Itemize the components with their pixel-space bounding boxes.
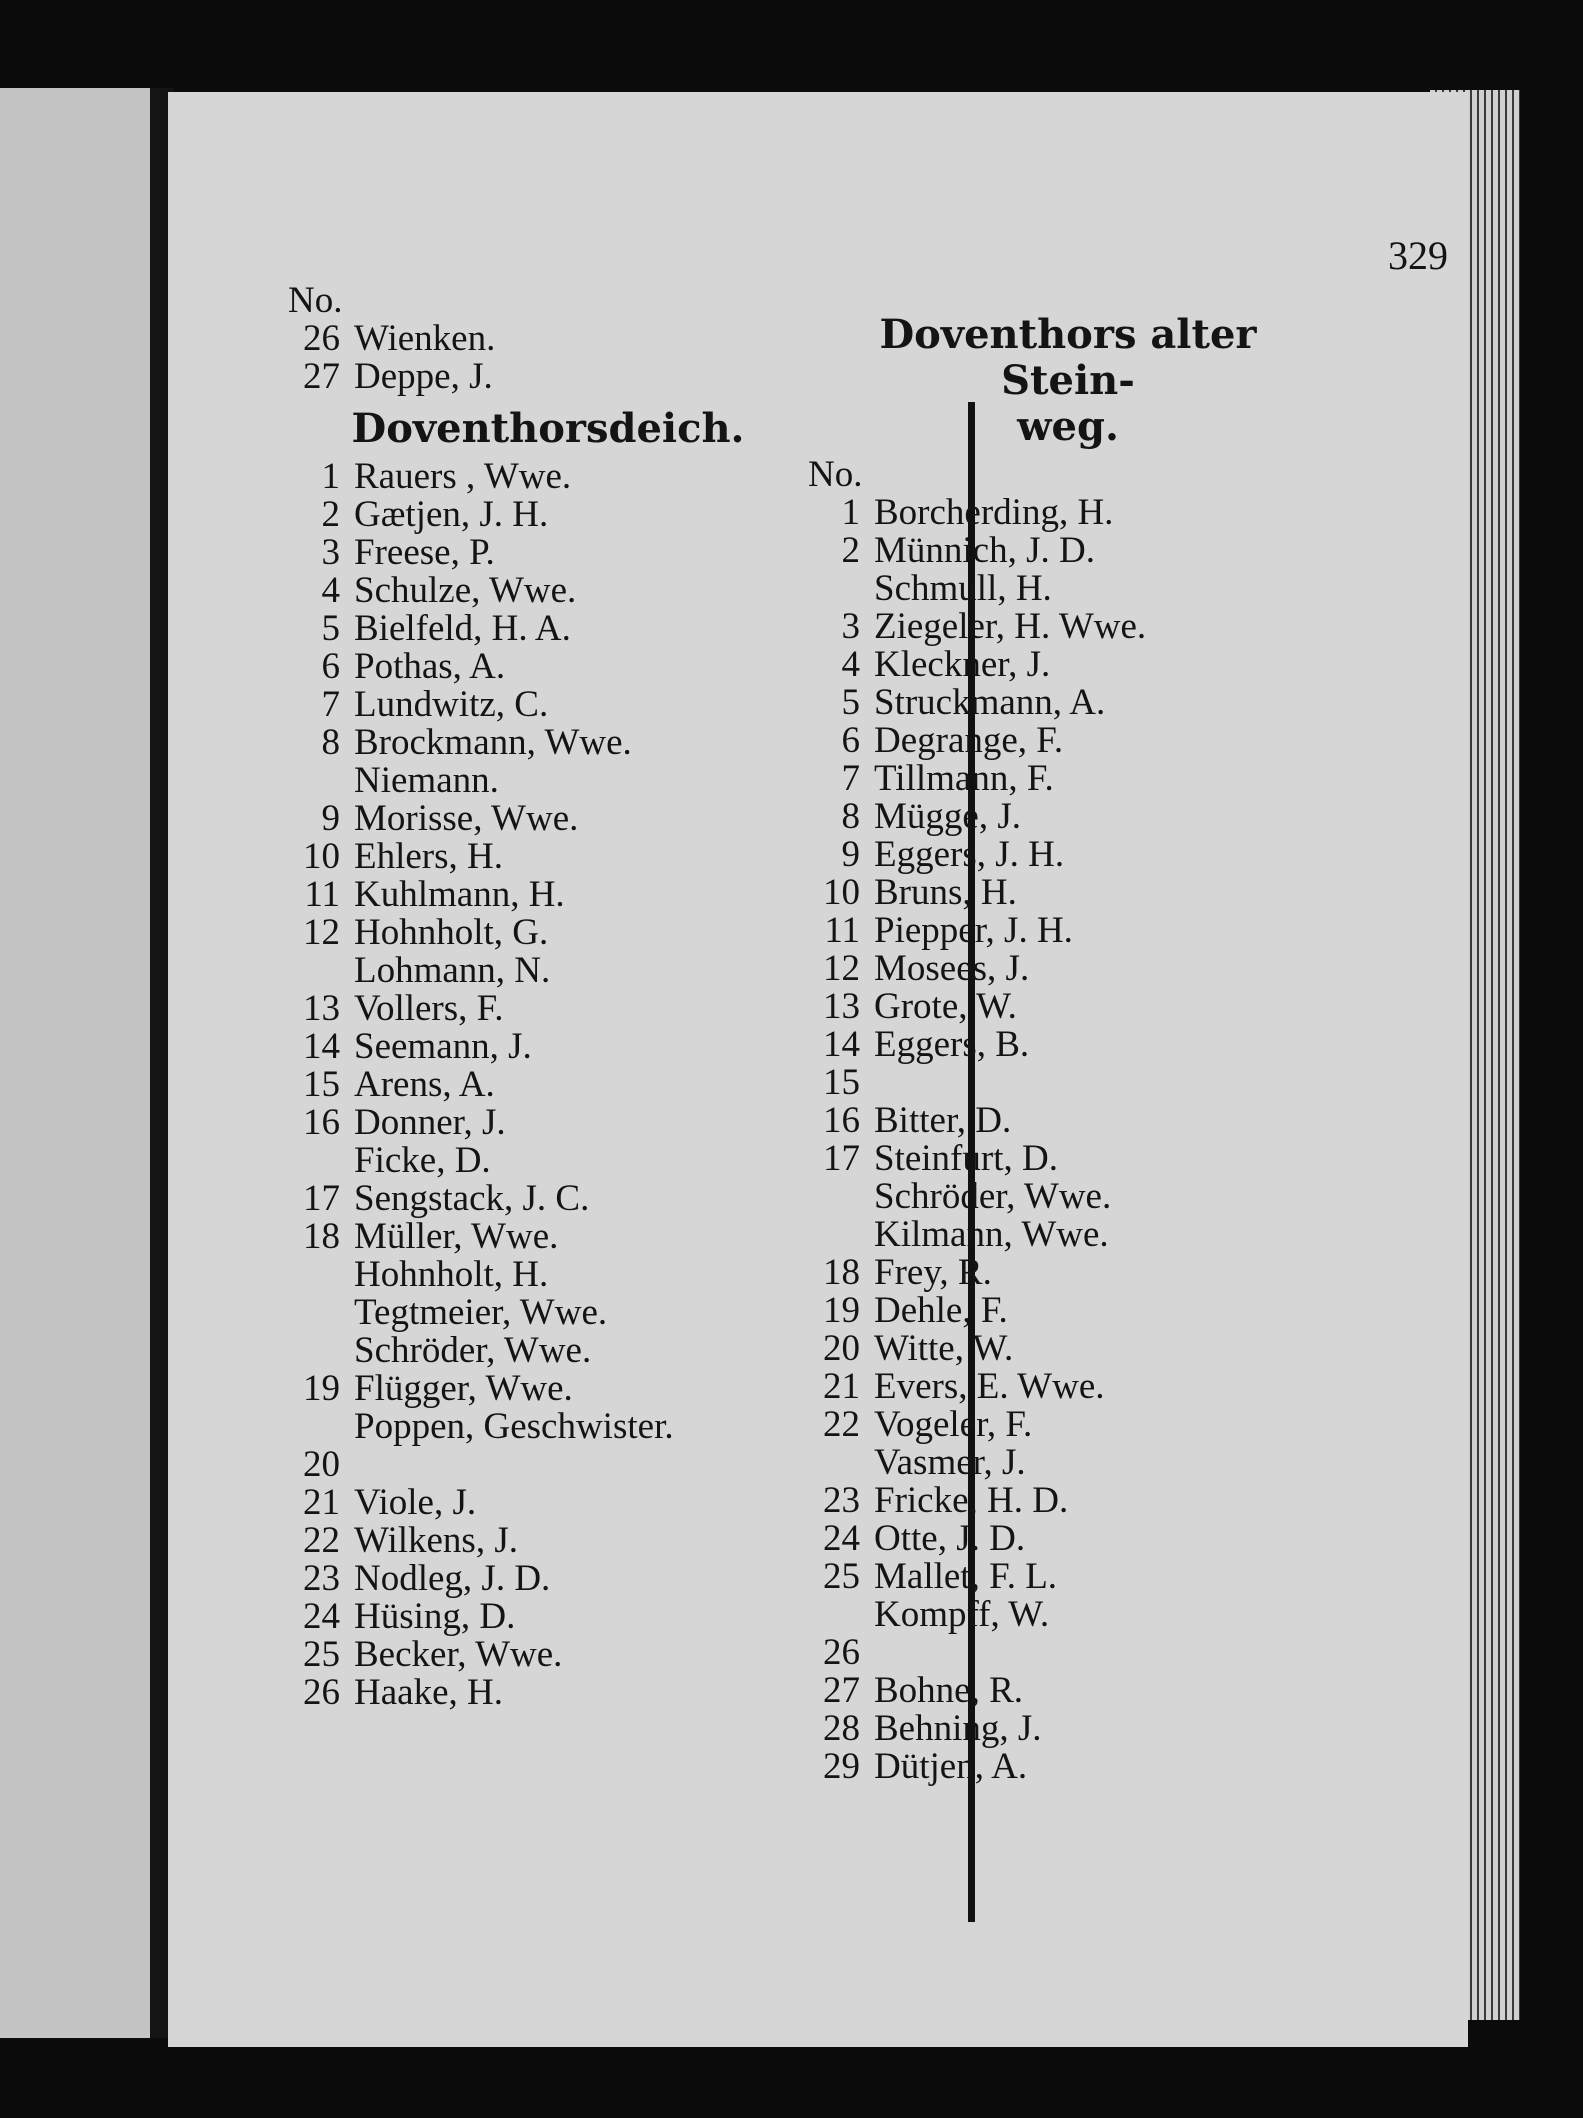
resident-name: Brockmann, Wwe. xyxy=(354,722,632,763)
house-number: 6 xyxy=(841,720,860,761)
resident-name: Hohnholt, G. xyxy=(354,912,549,953)
directory-entry xyxy=(808,1596,1328,1634)
resident-name: Witte, W. xyxy=(874,1328,1014,1369)
resident-name: Schulze, Wwe. xyxy=(354,570,577,611)
directory-entry xyxy=(808,532,1328,570)
house-number xyxy=(288,952,354,990)
house-number: 3 xyxy=(321,532,340,573)
resident-name: Vogeler, F. xyxy=(874,1404,1033,1445)
house-number: 13 xyxy=(823,986,860,1027)
directory-entry xyxy=(288,572,808,610)
resident-name: Münnich, J. D. xyxy=(874,530,1095,571)
house-number xyxy=(808,1178,874,1216)
resident-name: Lundwitz, C. xyxy=(354,684,549,725)
resident-name: Grote, W. xyxy=(874,986,1017,1027)
directory-entry xyxy=(808,1482,1328,1520)
house-number: 8 xyxy=(321,722,340,763)
house-number: 7 xyxy=(841,758,860,799)
resident-name: Pothas, A. xyxy=(354,646,506,687)
house-number: 4 xyxy=(841,644,860,685)
directory-entry xyxy=(808,1102,1328,1140)
directory-entry xyxy=(808,646,1328,684)
directory-entry xyxy=(808,1748,1328,1786)
resident-name: Poppen, Geschwister. xyxy=(354,1406,674,1447)
directory-entry xyxy=(288,1446,808,1484)
resident-name: Kleckner, J. xyxy=(874,644,1051,685)
resident-name: Borcherding, H. xyxy=(874,492,1114,533)
house-number xyxy=(808,1444,874,1482)
directory-entry xyxy=(288,496,808,534)
house-number: 22 xyxy=(303,1520,340,1561)
house-number: 17 xyxy=(823,1138,860,1179)
house-number: 12 xyxy=(303,912,340,953)
right-column xyxy=(808,302,1328,1786)
resident-name: Morisse, Wwe. xyxy=(354,798,579,839)
house-number: 11 xyxy=(304,874,340,915)
resident-name: Kuhlmann, H. xyxy=(354,874,565,915)
directory-entry xyxy=(288,876,808,914)
house-number xyxy=(288,762,354,800)
house-number: 16 xyxy=(303,1102,340,1143)
resident-name: Deppe, J. xyxy=(354,356,493,397)
directory-entry xyxy=(808,1558,1328,1596)
resident-name: Haake, H. xyxy=(354,1672,503,1713)
resident-name: Niemann. xyxy=(354,760,499,801)
resident-name: Degrange, F. xyxy=(874,720,1064,761)
left-entry-list xyxy=(288,458,808,1712)
resident-name: Nodleg, J. D. xyxy=(354,1558,551,1599)
resident-name: Frey, R. xyxy=(874,1252,992,1293)
resident-name: Kilmann, Wwe. xyxy=(874,1214,1109,1255)
directory-entry xyxy=(288,952,808,990)
directory-entry xyxy=(288,1104,808,1142)
house-number: 18 xyxy=(823,1252,860,1293)
house-number: 24 xyxy=(303,1596,340,1637)
resident-name: Wienken. xyxy=(354,318,496,359)
directory-entry xyxy=(808,1406,1328,1444)
house-number xyxy=(288,1142,354,1180)
house-number: 10 xyxy=(823,872,860,913)
directory-entry xyxy=(808,798,1328,836)
directory-entry xyxy=(808,1140,1328,1178)
directory-entry xyxy=(808,1254,1328,1292)
number-column-label: No. xyxy=(808,454,863,495)
directory-entry xyxy=(288,458,808,496)
resident-name: Hüsing, D. xyxy=(354,1596,516,1637)
directory-entry xyxy=(288,724,808,762)
house-number: 25 xyxy=(823,1556,860,1597)
house-number: 14 xyxy=(823,1024,860,1065)
resident-name: Eggers, B. xyxy=(874,1024,1030,1065)
house-number: 25 xyxy=(303,1634,340,1675)
directory-entry xyxy=(288,1142,808,1180)
resident-name: Tegtmeier, Wwe. xyxy=(354,1292,608,1333)
resident-name: Fricke, H. D. xyxy=(874,1480,1069,1521)
directory-entry xyxy=(808,1292,1328,1330)
directory-entry xyxy=(288,1408,808,1446)
book-page xyxy=(168,92,1468,2047)
house-number: 10 xyxy=(303,836,340,877)
resident-name: Gætjen, J. H. xyxy=(354,494,549,535)
house-number: 13 xyxy=(303,988,340,1029)
house-number: 5 xyxy=(841,682,860,723)
resident-name: Schröder, Wwe. xyxy=(874,1176,1112,1217)
resident-name: Eggers, J. H. xyxy=(874,834,1065,875)
directory-entry xyxy=(288,610,808,648)
house-number: 6 xyxy=(321,646,340,687)
directory-entry xyxy=(808,1520,1328,1558)
house-number: 2 xyxy=(321,494,340,535)
resident-name: Mügge, J. xyxy=(874,796,1021,837)
directory-entry xyxy=(808,760,1328,798)
resident-name: Schmull, H. xyxy=(874,568,1052,609)
house-number: 23 xyxy=(303,1558,340,1599)
directory-entry xyxy=(808,1710,1328,1748)
resident-name: Schröder, Wwe. xyxy=(354,1330,592,1371)
directory-entry xyxy=(288,1332,808,1370)
house-number xyxy=(808,1596,874,1634)
directory-entry xyxy=(288,686,808,724)
directory-entry xyxy=(288,1674,808,1712)
directory-entry xyxy=(808,1444,1328,1482)
house-number xyxy=(808,1216,874,1254)
directory-entry xyxy=(808,494,1328,532)
house-number: 26 xyxy=(823,1632,860,1673)
house-number: 23 xyxy=(823,1480,860,1521)
resident-name: Wilkens, J. xyxy=(354,1520,518,1561)
left-pre-entries xyxy=(288,320,808,396)
directory-entry xyxy=(808,874,1328,912)
resident-name: Evers, E. Wwe. xyxy=(874,1366,1105,1407)
house-number: 7 xyxy=(321,684,340,725)
directory-entry xyxy=(288,534,808,572)
right-entry-list xyxy=(808,494,1328,1786)
house-number: 15 xyxy=(823,1062,860,1103)
resident-name: Bitter, D. xyxy=(874,1100,1012,1141)
house-number: 1 xyxy=(321,456,340,497)
page-number: 329 xyxy=(1388,233,1448,278)
resident-name: Vasmer, J. xyxy=(874,1442,1026,1483)
house-number: 26 xyxy=(303,1672,340,1713)
directory-entry xyxy=(288,914,808,952)
resident-name: Mallet, F. L. xyxy=(874,1556,1058,1597)
resident-name: Ziegeler, H. Wwe. xyxy=(874,606,1147,647)
directory-entry xyxy=(808,722,1328,760)
directory-entry xyxy=(288,1066,808,1104)
street-heading-doventhorsdeich: Doventhorsdeich. xyxy=(351,405,745,452)
directory-entry xyxy=(808,1330,1328,1368)
house-number: 12 xyxy=(823,948,860,989)
directory-entry xyxy=(808,1026,1328,1064)
directory-entry xyxy=(808,1634,1328,1672)
house-number xyxy=(808,570,874,608)
resident-name: Bruns, H. xyxy=(874,872,1017,913)
house-number: 5 xyxy=(321,608,340,649)
resident-name: Rauers , Wwe. xyxy=(354,456,572,497)
resident-name: Struckmann, A. xyxy=(874,682,1106,723)
directory-entry xyxy=(288,1180,808,1218)
house-number: 2 xyxy=(841,530,860,571)
resident-name: Müller, Wwe. xyxy=(354,1216,559,1257)
directory-entry xyxy=(808,1368,1328,1406)
resident-name: Kompff, W. xyxy=(874,1594,1050,1635)
house-number: 11 xyxy=(824,910,860,951)
resident-name: Dehle, F. xyxy=(874,1290,1008,1331)
house-number: 14 xyxy=(303,1026,340,1067)
house-number: 19 xyxy=(823,1290,860,1331)
house-number: 8 xyxy=(841,796,860,837)
directory-entry xyxy=(808,1178,1328,1216)
house-number: 18 xyxy=(303,1216,340,1257)
house-number: 27 xyxy=(823,1670,860,1711)
heading-line-2: weg. xyxy=(1017,403,1119,450)
house-number: 4 xyxy=(321,570,340,611)
directory-entry xyxy=(288,1522,808,1560)
directory-entry xyxy=(808,1064,1328,1102)
directory-entry xyxy=(288,358,808,396)
directory-entry xyxy=(808,684,1328,722)
resident-name: Vollers, F. xyxy=(354,988,504,1029)
house-number xyxy=(288,1332,354,1370)
resident-name: Otte, J. D. xyxy=(874,1518,1026,1559)
resident-name: Tillmann, F. xyxy=(874,758,1054,799)
resident-name: Behning, J. xyxy=(874,1708,1042,1749)
resident-name: Ficke, D. xyxy=(354,1140,491,1181)
street-heading-doventhors-alter-steinweg xyxy=(808,312,1328,450)
house-number: 26 xyxy=(303,318,340,359)
resident-name: Donner, J. xyxy=(354,1102,506,1143)
resident-name: Bielfeld, H. A. xyxy=(354,608,571,649)
heading-line-1: Doventhors alter Stein- xyxy=(879,311,1257,404)
directory-entry xyxy=(288,1484,808,1522)
house-number xyxy=(288,1256,354,1294)
house-number: 27 xyxy=(303,356,340,397)
resident-name: Hohnholt, H. xyxy=(354,1254,549,1295)
directory-entry xyxy=(288,1294,808,1332)
resident-name: Seemann, J. xyxy=(354,1026,532,1067)
directory-entry xyxy=(808,608,1328,646)
resident-name: Dütjen, A. xyxy=(874,1746,1028,1787)
house-number: 22 xyxy=(823,1404,860,1445)
left-column xyxy=(288,282,808,1712)
resident-name: Mosees, J. xyxy=(874,948,1030,989)
resident-name: Flügger, Wwe. xyxy=(354,1368,573,1409)
resident-name: Viole, J. xyxy=(354,1482,477,1523)
house-number xyxy=(288,1408,354,1446)
house-number: 20 xyxy=(823,1328,860,1369)
resident-name: Becker, Wwe. xyxy=(354,1634,563,1675)
resident-name: Ehlers, H. xyxy=(354,836,503,877)
house-number: 15 xyxy=(303,1064,340,1105)
directory-entry xyxy=(288,1636,808,1674)
resident-name: Freese, P. xyxy=(354,532,495,573)
directory-entry xyxy=(288,762,808,800)
directory-entry xyxy=(808,836,1328,874)
directory-entry xyxy=(808,988,1328,1026)
directory-entry xyxy=(288,990,808,1028)
house-number: 17 xyxy=(303,1178,340,1219)
resident-name: Steinfurt, D. xyxy=(874,1138,1058,1179)
directory-entry xyxy=(808,912,1328,950)
resident-name: Piepper, J. H. xyxy=(874,910,1073,951)
directory-entry xyxy=(288,1028,808,1066)
house-number: 28 xyxy=(823,1708,860,1749)
resident-name: Lohmann, N. xyxy=(354,950,551,991)
directory-entry xyxy=(288,1598,808,1636)
directory-entry xyxy=(808,570,1328,608)
directory-entry xyxy=(288,1560,808,1598)
directory-entry xyxy=(808,1672,1328,1710)
resident-name: Sengstack, J. C. xyxy=(354,1178,590,1219)
house-number: 29 xyxy=(823,1746,860,1787)
house-number: 16 xyxy=(823,1100,860,1141)
resident-name: Arens, A. xyxy=(354,1064,495,1105)
directory-entry xyxy=(288,1256,808,1294)
house-number: 9 xyxy=(841,834,860,875)
directory-entry xyxy=(288,1218,808,1256)
house-number: 21 xyxy=(303,1482,340,1523)
directory-entry xyxy=(288,800,808,838)
house-number: 24 xyxy=(823,1518,860,1559)
number-column-label: No. xyxy=(288,280,343,321)
house-number: 19 xyxy=(303,1368,340,1409)
directory-entry xyxy=(808,950,1328,988)
house-number: 9 xyxy=(321,798,340,839)
house-number: 1 xyxy=(841,492,860,533)
resident-name: Bohne, R. xyxy=(874,1670,1024,1711)
house-number xyxy=(288,1294,354,1332)
house-number: 20 xyxy=(303,1444,340,1485)
directory-entry xyxy=(288,320,808,358)
directory-entry xyxy=(808,1216,1328,1254)
directory-entry xyxy=(288,1370,808,1408)
left-page-fragment xyxy=(0,88,165,2038)
house-number: 3 xyxy=(841,606,860,647)
house-number: 21 xyxy=(823,1366,860,1407)
directory-entry xyxy=(288,648,808,686)
directory-entry xyxy=(288,838,808,876)
